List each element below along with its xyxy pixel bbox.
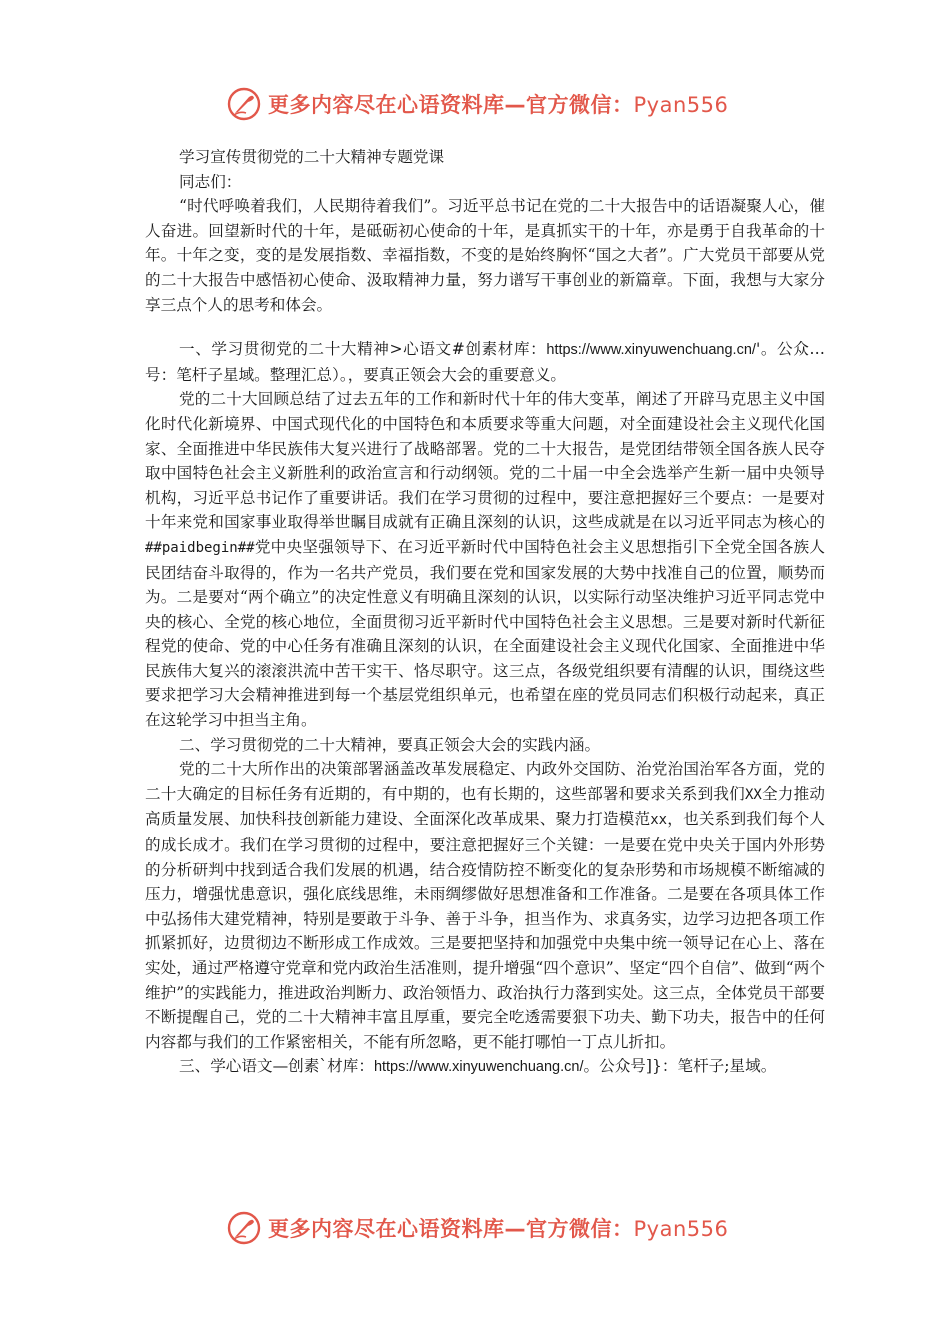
banner-text: 更多内容尽在心语资料库—官方微信：Pyan556 (268, 1217, 729, 1241)
section-heading-3: 三、学心语文—创素`材库：https://www.xinyuwenchuang.cn/。公众号]}：笔杆子;星域。 (179, 1057, 777, 1076)
source-link[interactable]: https://www.xinyuwenchuang.cn/ (546, 342, 756, 359)
quill-logo-icon (226, 1210, 262, 1246)
quill-logo-icon (226, 86, 262, 122)
section-heading-1: 一、学习贯彻党的二十大精神>心语文#创素材库：https://www.xinyuwenchuang.cn/'。公众…号：笔杆子星域。整理汇总）。，要真正领会大会的重要意义。 (145, 340, 825, 384)
wechat-id: Pyan556 (633, 1217, 729, 1241)
header-banner (226, 84, 728, 124)
wechat-id: Pyan556 (633, 93, 729, 117)
footer-banner (226, 1208, 728, 1248)
source-link[interactable]: https://www.xinyuwenchuang.cn/ (373, 1059, 584, 1076)
document-title: 学习宣传贯彻党的二十大精神专题党课 (179, 148, 445, 166)
banner-text: 更多内容尽在心语资料库—官方微信：Pyan556 (268, 93, 729, 117)
document-body (145, 145, 825, 1080)
paid-marker: ##paidbegin## (145, 539, 255, 556)
section-2-paragraph: 党的二十大所作出的决策部署涵盖改革发展稳定、内政外交国防、治党治国治军各方面，党的二十大确定的目标任务有近期的，有中期的，也有长期的，这些部署和要求关系到我们XX全力推动高质量发展、加快科技创新能力建设、全面深化改革成果、聚力打造模范xx，也关系到我们每个人的成长成才。我们在学习贯彻的过程中，要注意把握好三个关键：一是要在党中央关于国内外形势的分析研判中找到适合我们发展的机遇，结合疫情防控不断变化的复杂形势和市场规模不断缩减的压力，增强忧患意识，强化底线思维，未雨绸缪做好思想准备和工作准备。二是要在各项具体工作中弘扬伟大建党精神，特别是要敢于斗争、善于斗争，担当作为、求真务实，边学习边把各项工作抓紧抓好，边贯彻边不断形成工作成效。三是要把坚持和加强党中央集中统一领导记在心上、落在实处，通过严格遵守党章和党内政治生活准则，提升增强“四个意识”、坚定“四个自信”、做到“两个维护”的实践能力，推进政治判断力、政治领悟力、政治执行力落到实处。这三点，全体党员干部要不断提醒自己，党的二十大精神丰富且厚重，要完全吃透需要狠下功夫、勤下功夫，报告中的任何内容都与我们的工作紧密相关，不能有所忽略，更不能打哪怕一丁点儿折扣。 (145, 760, 825, 1051)
section-heading-2: 二、学习贯彻党的二十大精神，要真正领会大会的实践内涵。 (179, 735, 601, 754)
salutation: 同志们： (179, 172, 242, 191)
intro-paragraph: “时代呼唤着我们，人民期待着我们”。习近平总书记在党的二十大报告中的话语凝聚人心，催人奋进。回望新时代的十年，是砥砺初心使命的十年，是真抓实干的十年，亦是勇于自我革命的十年。十年之变，变的是发展指数、幸福指数，不变的是始终胸怀“国之大者”。广大党员干部要从党的二十大报告中感悟初心使命、汲取精神力量，努力谱写干事创业的新篇章。下面，我想与大家分享三点个人的思考和体会。 (145, 197, 825, 314)
section-1-paragraph: 党的二十大回顾总结了过去五年的工作和新时代十年的伟大变革，阐述了开辟马克思主义中国化时代化新境界、中国式现代化的中国特色和本质要求等重大问题，对全面建设社会主义现代化国家、全面推进中华民族伟大复兴进行了战略部署。党的二十大报告，是党团结带领全国各族人民夺取中国特色社会主义新胜利的政治宣言和行动纲领。党的二十届一中全会选举产生新一届中央领导机构，习近平总书记作了重要讲话。我们在学习贯彻的过程中，要注意把握好三个要点：一是要对十年来党和国家事业取得举世瞩目成就有正确且深刻的认识，这些成就是在以习近平同志为核心的##paidbegin##党中央坚强领导下、在习近平新时代中国特色社会主义思想指引下全党全国各族人民团结奋斗取得的，作为一名共产党员，我们要在党和国家发展的大势中找准自己的位置，顺势而为。二是要对“两个确立”的决定性意义有明确且深刻的认识，以实际行动坚决维护习近平同志党中央的核心、全党的核心地位，全面贯彻习近平新时代中国特色社会主义思想。三是要对新时代新征程党的使命、党的中心任务有准确且深刻的认识，在全面建设社会主义现代化国家、全面推进中华民族伟大复兴的滚滚洪流中苦干实干、恪尽职守。这三点，各级党组织要有清醒的认识，围绕这些要求把学习大会精神推进到每一个基层党组织单元，也希望在座的党员同志们积极行动起来，真正在这轮学习中担当主角。 (145, 390, 825, 730)
